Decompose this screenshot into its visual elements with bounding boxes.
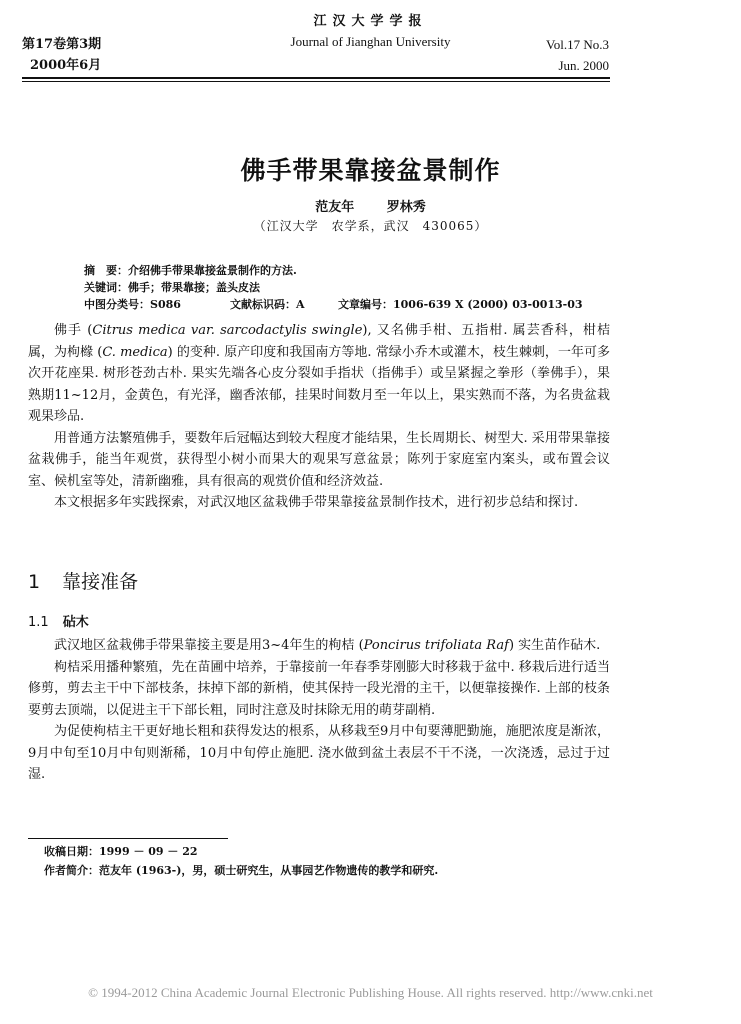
text-run: 武汉地区盆栽佛手带果靠接主要是用3~4年生的枸桔 ( — [54, 638, 364, 653]
received-date-note — [44, 843, 198, 859]
author-bio-label: 作者简介： — [44, 864, 99, 877]
header-rule-thick — [22, 77, 610, 79]
class-value: S086 — [150, 298, 181, 311]
header-right — [546, 34, 609, 76]
volume-issue-cn: 第17卷第3期 — [22, 37, 102, 52]
author-list — [0, 196, 741, 215]
text-run: ) 实生苗作砧木. — [508, 638, 601, 653]
paragraph: 为促使枸桔主干更好地长粗和获得发达的根系，从移栽至9月中旬要薄肥勤施，施肥浓度是渐浓，9月中旬至10月中旬则渐稀，10月中旬停止施肥. 浇水做到盆土表层不干不浇，一次浇透，忌过于过湿. — [28, 724, 610, 782]
article-number — [338, 296, 583, 312]
intro-body — [28, 320, 610, 514]
keywords-text: 佛手；带果靠接；盖头皮法 — [128, 281, 260, 294]
paragraph — [28, 320, 610, 428]
received-value: 1999 － 09 － 22 — [99, 845, 198, 858]
keywords-line — [84, 279, 260, 295]
author-bio-note — [44, 862, 438, 878]
article-label: 文章编号： — [338, 298, 393, 311]
doc-value: A — [296, 298, 305, 311]
classification-line — [84, 296, 604, 312]
paragraph: 用普通方法繁殖佛手，要数年后冠幅达到较大程度才能结果，生长周期长、树型大. 采用带果靠接盆栽佛手，能当年观赏，获得型小树小而果大的观果写意盆景；陈列于家庭室内案头，或布置会议室、候机室等处，清新幽雅，具有很高的观赏价值和经济效益. — [28, 430, 610, 489]
text-run: ), 又名佛手柑、五指柑. 属芸香科，柑桔属，为枸橼 ( — [28, 323, 610, 360]
class-number — [84, 296, 230, 312]
class-label: 中图分类号： — [84, 298, 150, 311]
author-name: 罗林秀 — [386, 200, 426, 215]
doc-code — [230, 296, 338, 312]
scientific-name: Poncirus trifoliata Raf — [363, 638, 509, 653]
publication-date-en: Jun. 2000 — [558, 58, 609, 73]
subsection-heading — [28, 611, 89, 630]
section-title: 靠接准备 — [62, 571, 139, 593]
article-title: 佛手带果靠接盆景制作 — [240, 156, 501, 185]
text-run: 佛手 ( — [54, 323, 93, 338]
paragraph: 本文根据多年实践探索，对武汉地区盆栽佛手带果靠接盆景制作技术，进行初步总结和探讨. — [54, 495, 579, 510]
article-value: 1006-639 X (2000) 03-0013-03 — [393, 298, 583, 311]
journal-name-cn: 江汉大学学报 — [313, 14, 428, 29]
author-bio-value: 范友年 (1963-)，男，硕士研究生，从事园艺作物遗传的教学和研究. — [99, 864, 439, 877]
abstract-line — [84, 262, 297, 278]
journal-name-en: Journal of Jianghan University — [290, 34, 451, 49]
volume-issue-en: Vol.17 No.3 — [546, 37, 609, 52]
author-name: 范友年 — [315, 200, 355, 215]
scientific-name: C. medica — [102, 344, 168, 360]
paragraph: 枸桔采用播种繁殖，先在苗圃中培养，于靠接前一年春季芽刚膨大时移栽于盆中. 移栽后进行适当修剪，剪去主干中下部枝条，抹掉下部的新梢，使其保持一段光滑的主干，以便靠接操作. 上部的枝条要剪去顶端，以促进主干下部长粗，同时注意及时抹除无用的萌芽副梢. — [28, 659, 610, 718]
author-affiliation: （江汉大学 农学系，武汉 430065） — [253, 219, 488, 233]
section-body — [28, 635, 610, 786]
received-label: 收稿日期： — [44, 845, 99, 858]
keywords-label: 关键词： — [84, 281, 128, 294]
text-run: ) 的变种. 原产印度和我国南方等地. 常绿小乔木或灌木，枝生棘刺，一年可多次开花座果. 树形苍劲古朴. 果实先端各心皮分裂如手指状（指佛手）或呈紧握之拳形（拳佛手），果熟期11~12月，金黄色，有光泽，幽香浓郁，挂果时间数月至一年以上，果实熟而不落，为名贵盆栽观果珍品. — [28, 344, 611, 424]
doc-label: 文献标识码： — [230, 298, 296, 311]
header-rule-thin — [22, 81, 610, 82]
subsection-number: 1.1 — [28, 615, 49, 630]
footnote-rule — [28, 838, 228, 839]
subsection-title: 砧木 — [62, 615, 89, 630]
scientific-name: Citrus medica var. sarcodactylis swingle — [92, 323, 363, 338]
copyright-notice: © 1994-2012 China Academic Journal Electronic Publishing House. All rights reserved. http://www.cnki.net — [88, 985, 653, 1000]
section-number: 1 — [28, 571, 41, 593]
paragraph — [28, 635, 610, 657]
publication-date-cn: 2000年6月 — [30, 58, 102, 73]
section-heading — [28, 567, 138, 594]
abstract-label: 摘 要： — [84, 264, 128, 277]
abstract-text: 介绍佛手带果靠接盆景制作的方法. — [128, 264, 297, 277]
